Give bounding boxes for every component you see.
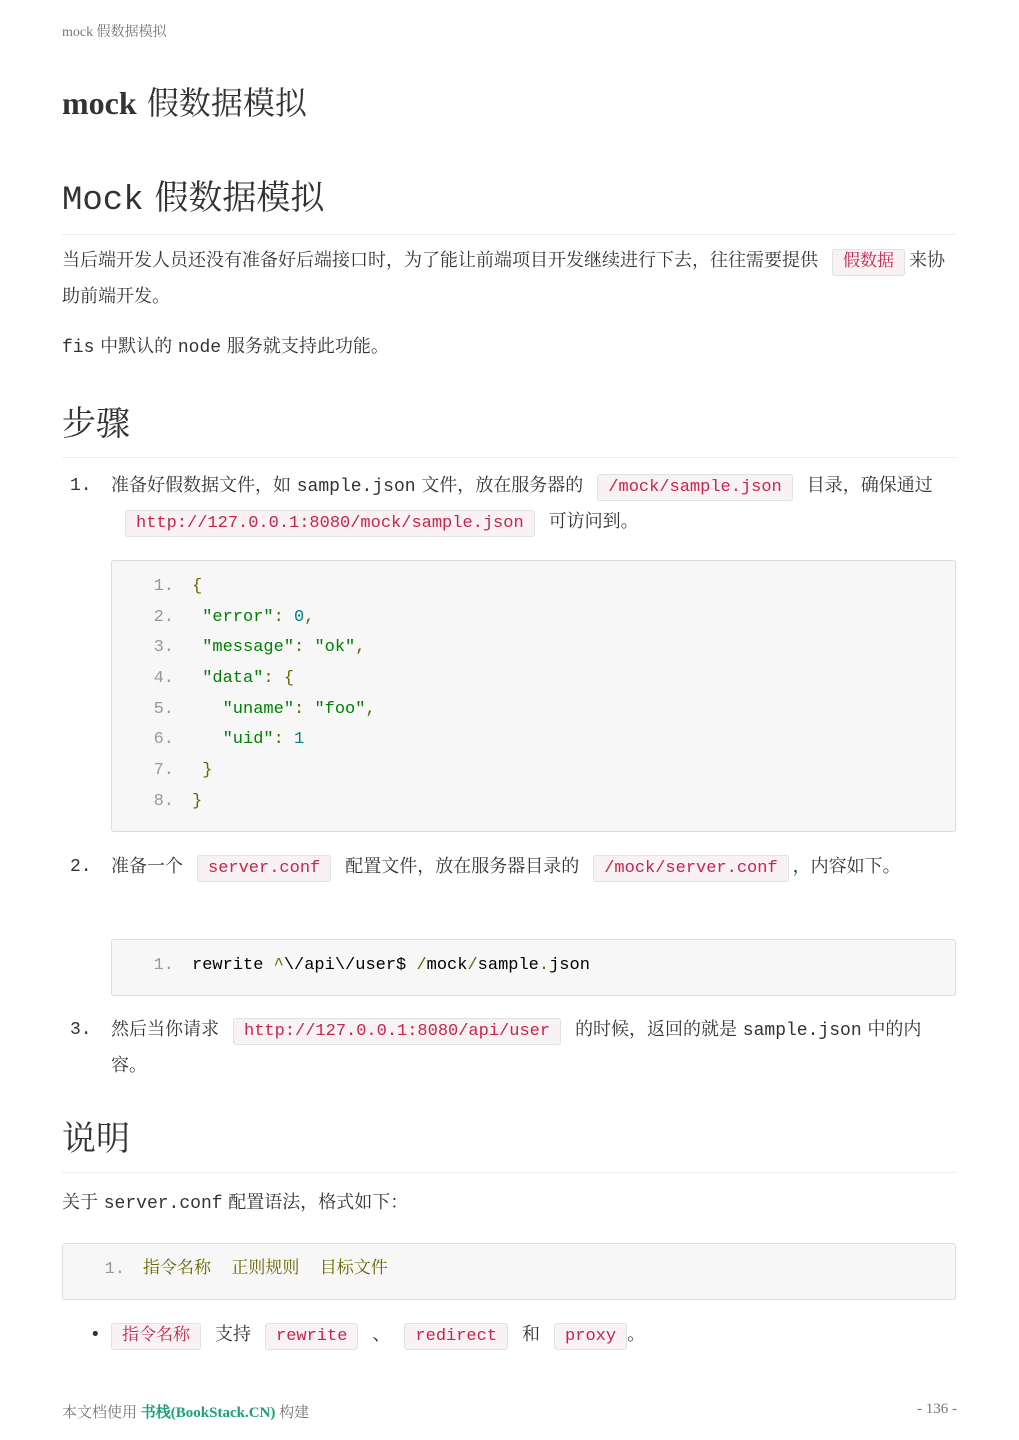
code-block-rewrite (111, 939, 956, 996)
code-line (63, 1255, 955, 1286)
list-item-step-3: 3. 然后当你请求 http://127.0.0.1:8080/api/user 的时候，返回的就是 sample.json 中的内容。 (70, 1019, 922, 1076)
code-token: / (416, 956, 427, 975)
code-token: "error" (192, 607, 274, 627)
code-line (112, 695, 955, 726)
syntax-paragraph: 关于 server.conf 配置语法，格式如下： (62, 1192, 409, 1214)
code-token: . (538, 956, 550, 975)
line-number: 2. (153, 607, 174, 627)
list-item-step-2: 2. 准备一个 server.conf 配置文件，放在服务器目录的 /mock/server.conf ，内容如下。 (62, 850, 956, 886)
code-token: : (273, 607, 295, 627)
inline-code-sample-url: http://127.0.0.1:8080/mock/sample.json (125, 510, 535, 537)
footer-brand-link[interactable]: 书栈(BookStack.CN) (140, 1405, 276, 1421)
section-heading-mock: Mock 假数据模拟 (62, 170, 956, 235)
code-token: : (294, 699, 315, 719)
code-line (112, 603, 955, 634)
code-token: "message" (192, 638, 295, 658)
line-number: 1. (104, 1260, 125, 1279)
line-number: 5. (153, 699, 174, 719)
code-token: / (467, 956, 478, 975)
section-heading-steps: 步骤 (62, 396, 956, 458)
code-token: } (192, 791, 203, 811)
code-line (112, 633, 955, 664)
inline-code-proxy: proxy (554, 1323, 627, 1350)
bullet-dot-icon: • (90, 1324, 101, 1345)
section-heading-notes: 说明 (62, 1111, 956, 1173)
code-token: "data" (192, 669, 264, 689)
code-token: ^ (273, 956, 284, 975)
code-token: : (294, 638, 315, 658)
inline-code-mock-path: /mock/sample.json (597, 474, 792, 501)
line-number: 8. (153, 791, 174, 811)
inline-code-redirect: redirect (404, 1323, 508, 1350)
code-line (112, 725, 955, 756)
inline-code-fake-data: 假数据 (832, 249, 905, 276)
code-block-json (111, 560, 956, 832)
inline-code-server-conf-path: /mock/server.conf (593, 855, 788, 882)
code-token: sample (477, 956, 539, 975)
document-title: mock 假数据模拟 (62, 84, 307, 122)
code-token: \/api\/user$ (283, 956, 417, 975)
code-token: 0 (294, 607, 305, 627)
footer-credit: 本文档使用 书栈(BookStack.CN) 构建 (62, 1405, 310, 1421)
code-token: : { (263, 669, 295, 689)
code-token: rewrite (192, 956, 274, 975)
code-line (112, 951, 955, 982)
line-number: 4. (153, 669, 174, 689)
code-token: 指令名称 正则规则 目标文件 (143, 1260, 388, 1279)
list-item-step-1: 1. 准备好假数据文件，如 sample.json 文件，放在服务器的 /mock/sample.json 目录，确保通过http://127.0.0.1:8080/mock/sample.json 可访问到。 (62, 469, 956, 541)
inline-code-directive-name: 指令名称 (111, 1323, 201, 1350)
code-token: "ok" (314, 638, 356, 658)
inline-code-server-conf: server.conf (197, 855, 331, 882)
code-line (112, 756, 955, 787)
line-number: 7. (153, 761, 174, 781)
code-token: : (273, 730, 295, 750)
code-token: "foo" (314, 699, 366, 719)
code-line (112, 787, 955, 818)
inline-code-api-url: http://127.0.0.1:8080/api/user (233, 1018, 561, 1045)
code-token: json (549, 956, 590, 975)
line-number: 3. (153, 638, 174, 658)
code-token: mock (426, 956, 468, 975)
code-line (112, 572, 955, 603)
page-number: - 136 - (917, 1401, 957, 1417)
intro-paragraph: 当后端开发人员还没有准备好后端接口时，为了能让前端项目开发继续进行下去，往往需要提供 假数据 来协助前端开发。 (62, 250, 945, 307)
code-token: 1 (294, 730, 305, 750)
line-number: 6. (153, 730, 174, 750)
bullet-item-directives: • 指令名称 支持 rewrite 、 redirect 和 proxy 。 (62, 1318, 956, 1354)
inline-code-rewrite: rewrite (265, 1323, 358, 1350)
code-token: , (355, 638, 366, 658)
line-number: 1. (153, 577, 174, 596)
code-token: "uid" (192, 730, 274, 750)
running-header: mock 假数据模拟 (62, 25, 167, 40)
code-token: , (365, 699, 376, 719)
code-block-syntax (62, 1243, 956, 1300)
code-line (112, 664, 955, 695)
code-token: { (192, 577, 203, 596)
code-token: "uname" (192, 699, 295, 719)
line-number: 1. (153, 956, 174, 975)
fis-paragraph: fis 中默认的 node 服务就支持此功能。 (62, 336, 389, 358)
code-token: , (304, 607, 315, 627)
code-token: } (192, 761, 213, 781)
